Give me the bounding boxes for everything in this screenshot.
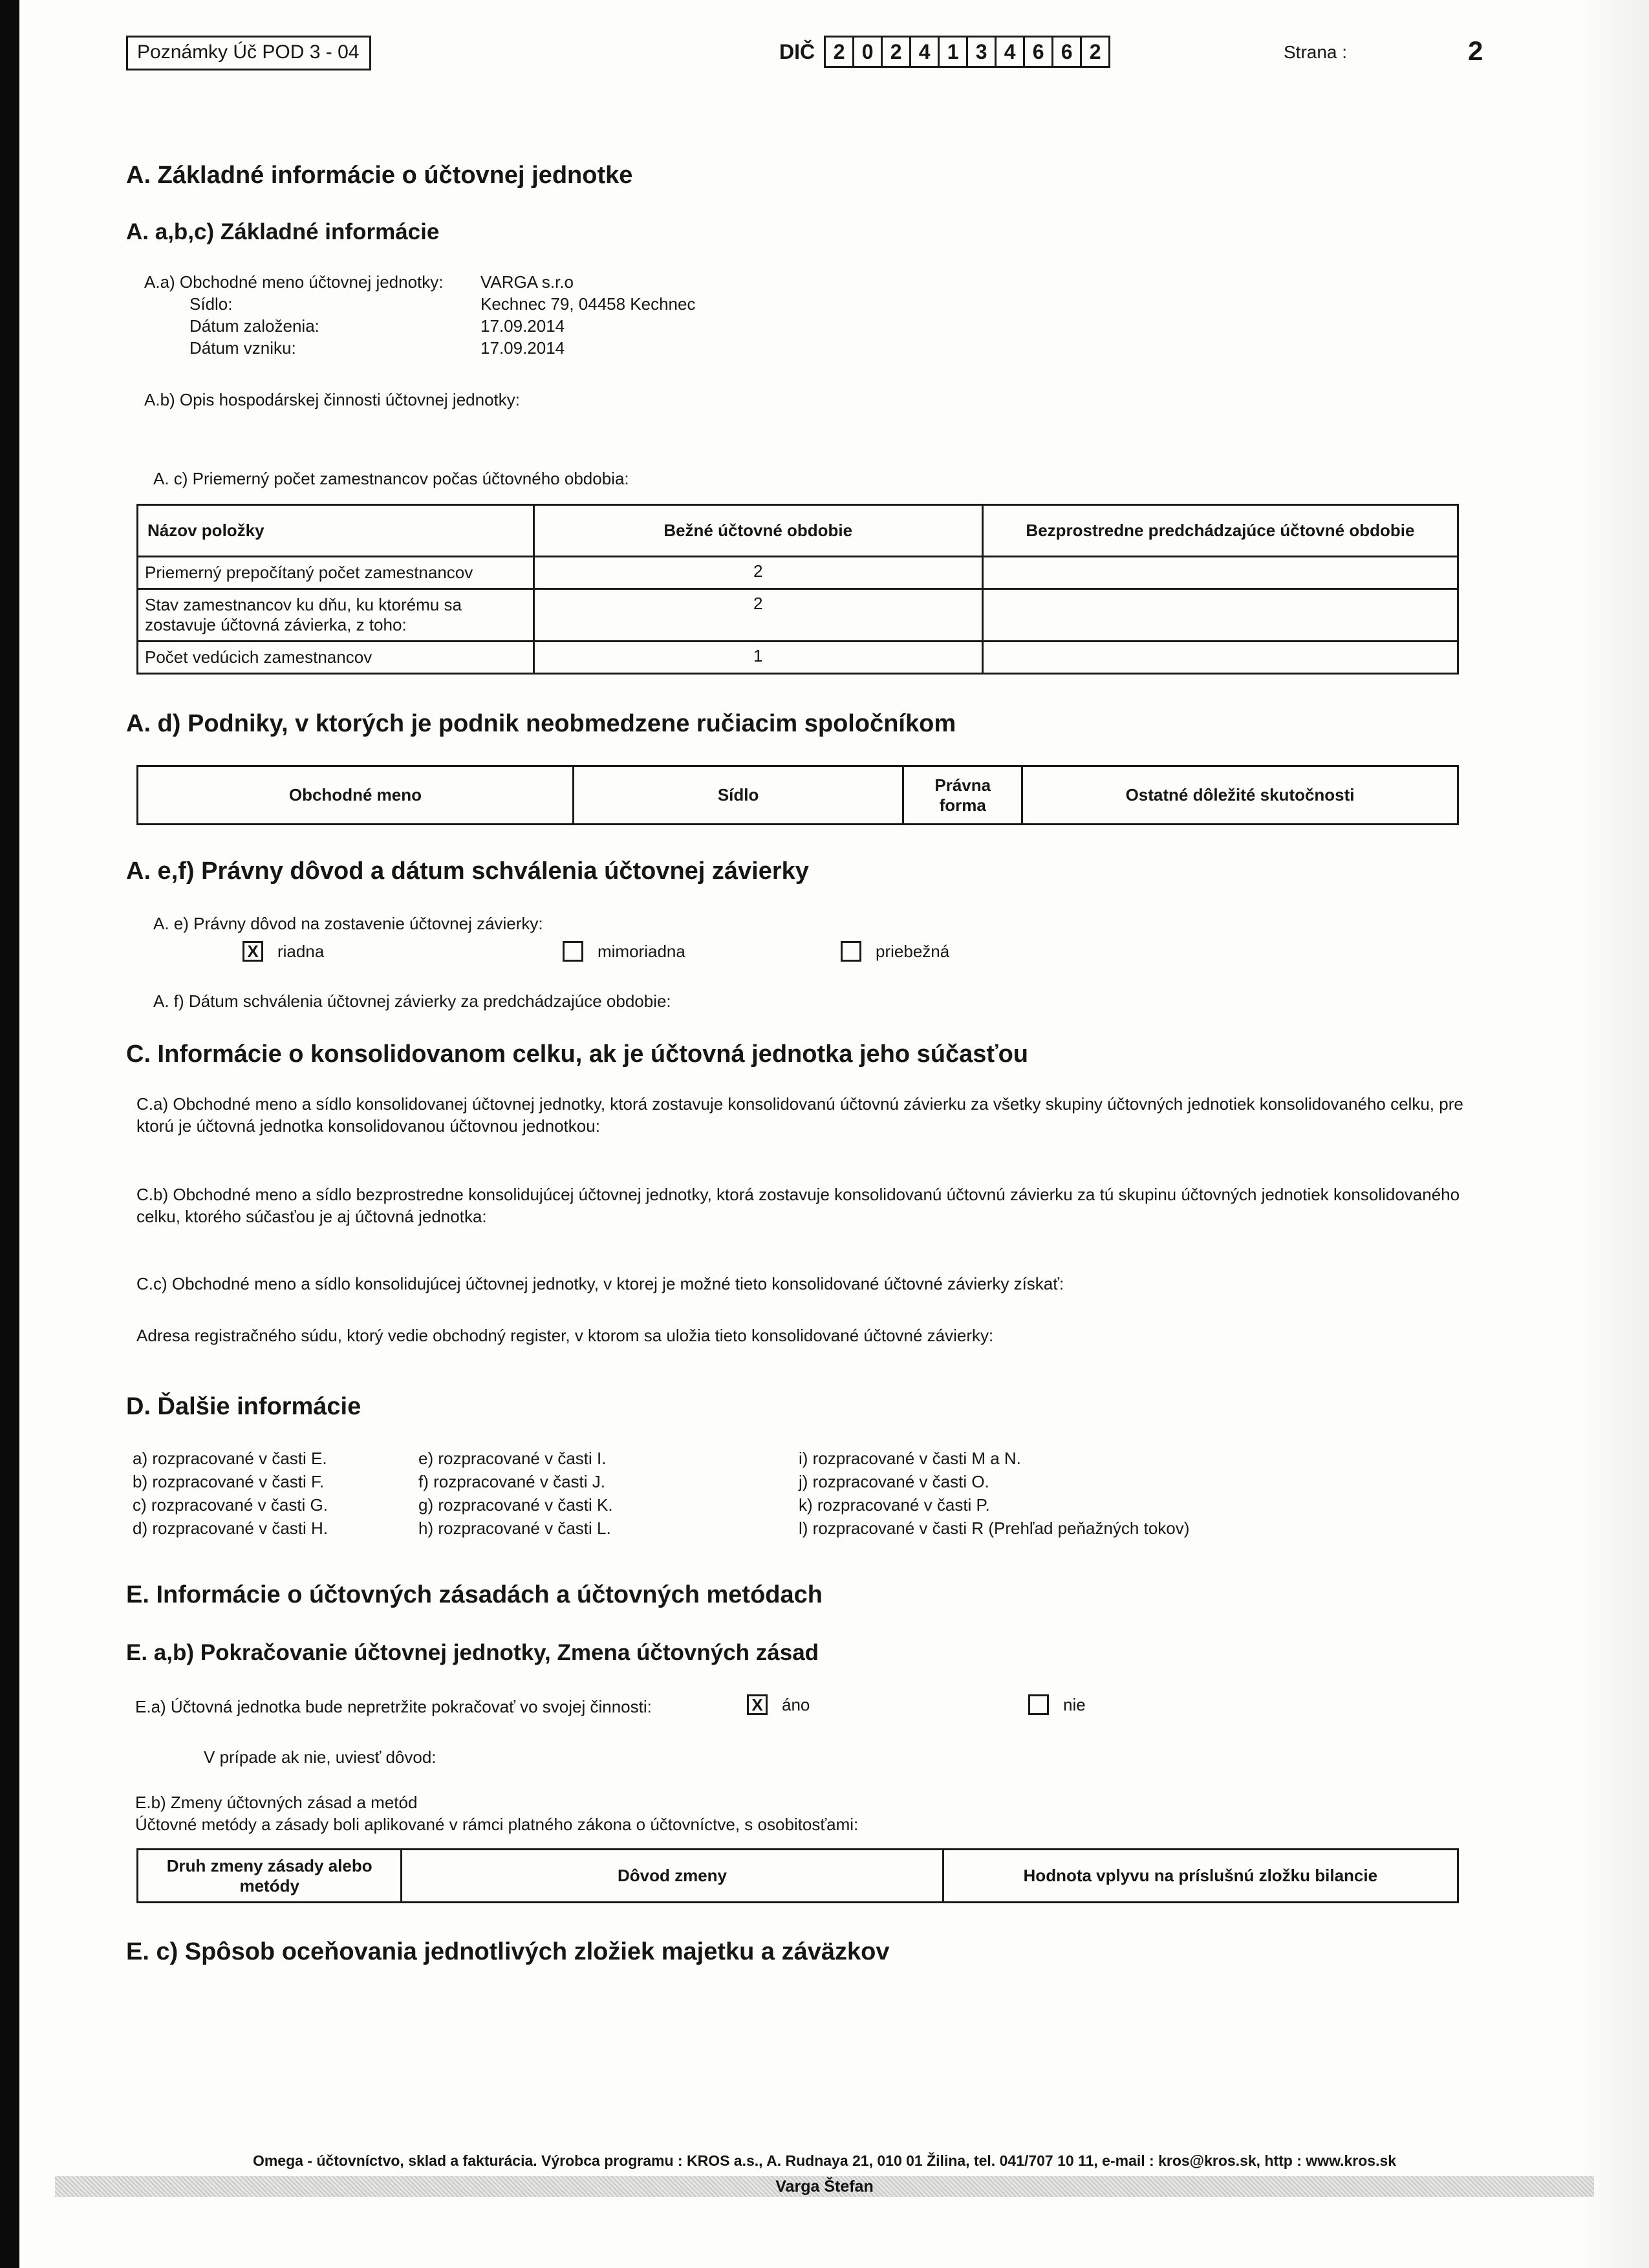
ab-activity-label: A.b) Opis hospodárskej činnosti účtovnej jednotky: [144, 390, 520, 409]
row-name: Stav zamestnancov ku dňu, ku ktorému sa zostavuje účtovná závierka, z toho: [138, 589, 534, 642]
list-item: l) rozpracované v časti R (Prehľad peňažných tokov) [799, 1518, 1190, 1538]
ae-legal-reason-label: A. e) Právny dôvod na zostavenie účtovnej závierky: [153, 914, 543, 933]
list-item: f) rozpracované v časti J. [418, 1472, 605, 1491]
table-row [138, 557, 1458, 589]
page-label: Strana : [1284, 42, 1348, 62]
page-footer [0, 2152, 1649, 2197]
dic-digit: 2 [1080, 36, 1110, 68]
option-label: riadna [277, 941, 325, 961]
column-header: Ostatné dôležité skutočnosti [1022, 766, 1458, 825]
legal-reason-options [126, 941, 1494, 972]
field-value: 17.09.2014 [480, 338, 565, 358]
field-label: A.a) Obchodné meno účtovnej jednotky: [144, 272, 444, 292]
d-column-1 [133, 1447, 328, 1540]
scan-edge-artifact [0, 0, 19, 2268]
scan-shade-artifact [1578, 0, 1649, 2268]
checkbox-checked-icon: X [242, 941, 263, 962]
section-e-title: E. Informácie o účtovných zásadách a účtovných metódach [126, 1581, 823, 1608]
list-item: e) rozpracované v časti I. [418, 1449, 607, 1468]
cb-paragraph: C.b) Obchodné meno a sídlo bezprostredne konsolidujúcej účtovnej jednotky, ktorá zostavuje konsolidovanú účtovnú závierku za tú skupinu účtovných jednotiek konsolidovaného celku, ktorého súčasťou je aj účtovná jednotka: [136, 1185, 1460, 1226]
row-previous-value [982, 557, 1458, 589]
ea-label: E.a) Účtovná jednotka bude nepretržite pokračovať vo svojej činnosti: [135, 1697, 652, 1716]
option-mimoriadna [563, 941, 685, 962]
checkbox-checked-icon: X [747, 1694, 768, 1715]
signer-name: Varga Štefan [775, 2177, 874, 2196]
field-label: Sídlo: [189, 294, 233, 314]
d-reference-columns [126, 1447, 1494, 1544]
field-value: 17.09.2014 [480, 316, 565, 336]
list-item: d) rozpracované v časti H. [133, 1518, 329, 1538]
field-created-date [144, 337, 1494, 359]
list-item: b) rozpracované v časti F. [133, 1472, 325, 1491]
af-approval-date-label: A. f) Dátum schválenia účtovnej závierky za predchádzajúce obdobie: [153, 991, 671, 1011]
page-number: 2 [1468, 36, 1483, 66]
column-header: Bežné účtovné obdobie [534, 505, 982, 557]
cc-paragraph: C.c) Obchodné meno a sídlo konsolidujúcej účtovnej jednotky, v ktorej je možné tieto konsolidované účtovné závierky získať: [136, 1274, 1064, 1293]
row-current-value: 2 [534, 557, 982, 589]
field-value: VARGA s.r.o [480, 272, 574, 292]
field-address [144, 293, 1494, 315]
dic-label: DIČ [779, 39, 815, 63]
row-previous-value [982, 589, 1458, 642]
table-header-row [138, 1850, 1458, 1903]
table-header-row [138, 766, 1458, 825]
option-label: mimoriadna [598, 941, 685, 961]
option-label: priebežná [876, 941, 950, 961]
method-changes-table [136, 1848, 1459, 1903]
option-priebezna [841, 941, 949, 962]
eb-line-2: Účtovné metódy a zásady boli aplikované v rámci platného zákona o účtovníctve, s osobitosťami: [135, 1815, 859, 1834]
list-item: i) rozpracované v časti M a N. [799, 1449, 1021, 1468]
dic-digit: 4 [909, 36, 940, 68]
option-ano [747, 1694, 810, 1715]
column-header: Názov položky [138, 505, 534, 557]
form-content [126, 0, 1494, 1966]
row-previous-value [982, 642, 1458, 674]
field-founded-date [144, 315, 1494, 337]
list-item: j) rozpracované v časti O. [799, 1472, 989, 1491]
list-item: c) rozpracované v časti G. [133, 1495, 328, 1515]
table-row [138, 642, 1458, 674]
registry-court-paragraph: Adresa registračného súdu, ktorý vedie obchodný register, v ktorom sa uložia tieto konsolidované účtovné závierky: [136, 1326, 994, 1345]
row-name: Priemerný prepočítaný počet zamestnancov [138, 557, 534, 589]
checkbox-unchecked-icon [563, 941, 583, 962]
table-row [138, 589, 1458, 642]
dic-digit: 6 [1051, 36, 1082, 68]
signature-band [55, 2176, 1594, 2197]
form-id-box: Poznámky Úč POD 3 - 04 [126, 36, 371, 70]
field-value: Kechnec 79, 04458 Kechnec [480, 294, 696, 314]
dic-digit: 2 [824, 36, 854, 68]
column-header: Bezprostredne predchádzajúce účtovné obdobie [982, 505, 1458, 557]
dic-digit-boxes [824, 36, 1110, 68]
option-nie [1028, 1694, 1086, 1715]
column-header: Hodnota vplyvu na príslušnú zložku bilancie [943, 1850, 1458, 1903]
column-header: Sídlo [573, 766, 903, 825]
d-column-2 [418, 1447, 613, 1540]
list-item: k) rozpracované v časti P. [799, 1495, 990, 1515]
option-label: áno [782, 1694, 810, 1714]
section-d-title: D. Ďalšie informácie [126, 1393, 361, 1420]
section-a-title: A. Základné informácie o účtovnej jednotke [126, 162, 633, 189]
column-header: Obchodné meno [138, 766, 574, 825]
field-label: Dátum založenia: [189, 316, 319, 336]
dic-digit: 2 [881, 36, 911, 68]
row-name: Počet vedúcich zamestnancov [138, 642, 534, 674]
form-header [126, 36, 1494, 100]
section-ec-title: E. c) Spôsob oceňovania jednotlivých zložiek majetku a záväzkov [126, 1938, 890, 1965]
dic-digit: 4 [995, 36, 1025, 68]
ea-note: V prípade ak nie, uviesť dôvod: [204, 1747, 436, 1767]
d-column-3 [799, 1447, 1189, 1540]
dic-digit: 0 [852, 36, 883, 68]
row-current-value: 2 [534, 589, 982, 642]
option-riadna [242, 941, 324, 962]
dic-digit: 3 [966, 36, 997, 68]
column-header: Druh zmeny zásady alebo metódy [138, 1850, 402, 1903]
column-header: Dôvod zmeny [402, 1850, 943, 1903]
software-credit-line: Omega - účtovníctvo, sklad a fakturácia. Výrobca programu : KROS a.s., A. Rudnaya 21, 010 01 Žilina, tel. 041/707 10 11, e-mail : kros@kros.sk, http : www.kros.sk [252, 2152, 1397, 2169]
ca-paragraph: C.a) Obchodné meno a sídlo konsolidovanej účtovnej jednotky, ktorá zostavuje konsolidovanú účtovnú závierku za všetky skupiny účtovných jednotiek konsolidovaného celku, pre ktorú je účtovná jednotka konsolidovanou účtovnou jednotkou: [136, 1094, 1463, 1136]
list-item: g) rozpracované v časti K. [418, 1495, 613, 1515]
dic-digit: 6 [1023, 36, 1053, 68]
section-eab-title: E. a,b) Pokračovanie účtovnej jednotky, Zmena účtovných zásad [126, 1640, 819, 1665]
field-company-name [144, 271, 1494, 293]
employees-table [136, 504, 1459, 675]
row-current-value: 1 [534, 642, 982, 674]
going-concern-row [126, 1694, 1494, 1725]
checkbox-unchecked-icon [1028, 1694, 1049, 1715]
basic-info-fields [144, 271, 1494, 359]
eb-changes-block [135, 1791, 1494, 1835]
table-header-row [138, 505, 1458, 557]
section-ad-title: A. d) Podniky, v ktorých je podnik neobmedzene ručiacim spoločníkom [126, 710, 956, 737]
ac-employees-label: A. c) Priemerný počet zamestnancov počas účtovného obdobia: [153, 469, 629, 488]
dic-digit: 1 [938, 36, 968, 68]
list-item: h) rozpracované v časti L. [418, 1518, 611, 1538]
column-header: Právna forma [903, 766, 1022, 825]
section-aef-title: A. e,f) Právny dôvod a dátum schválenia účtovnej závierky [126, 858, 809, 885]
list-item: a) rozpracované v časti E. [133, 1449, 327, 1468]
section-abc-title: A. a,b,c) Základné informácie [126, 219, 440, 244]
unlimited-liability-table [136, 765, 1459, 825]
dic-field [779, 36, 1110, 68]
section-c-title: C. Informácie o konsolidovanom celku, ak je účtovná jednotka jeho súčasťou [126, 1041, 1028, 1068]
checkbox-unchecked-icon [841, 941, 861, 962]
field-label: Dátum vzniku: [189, 338, 296, 358]
eb-line-1: E.b) Zmeny účtovných zásad a metód [135, 1793, 418, 1812]
option-label: nie [1063, 1694, 1086, 1714]
